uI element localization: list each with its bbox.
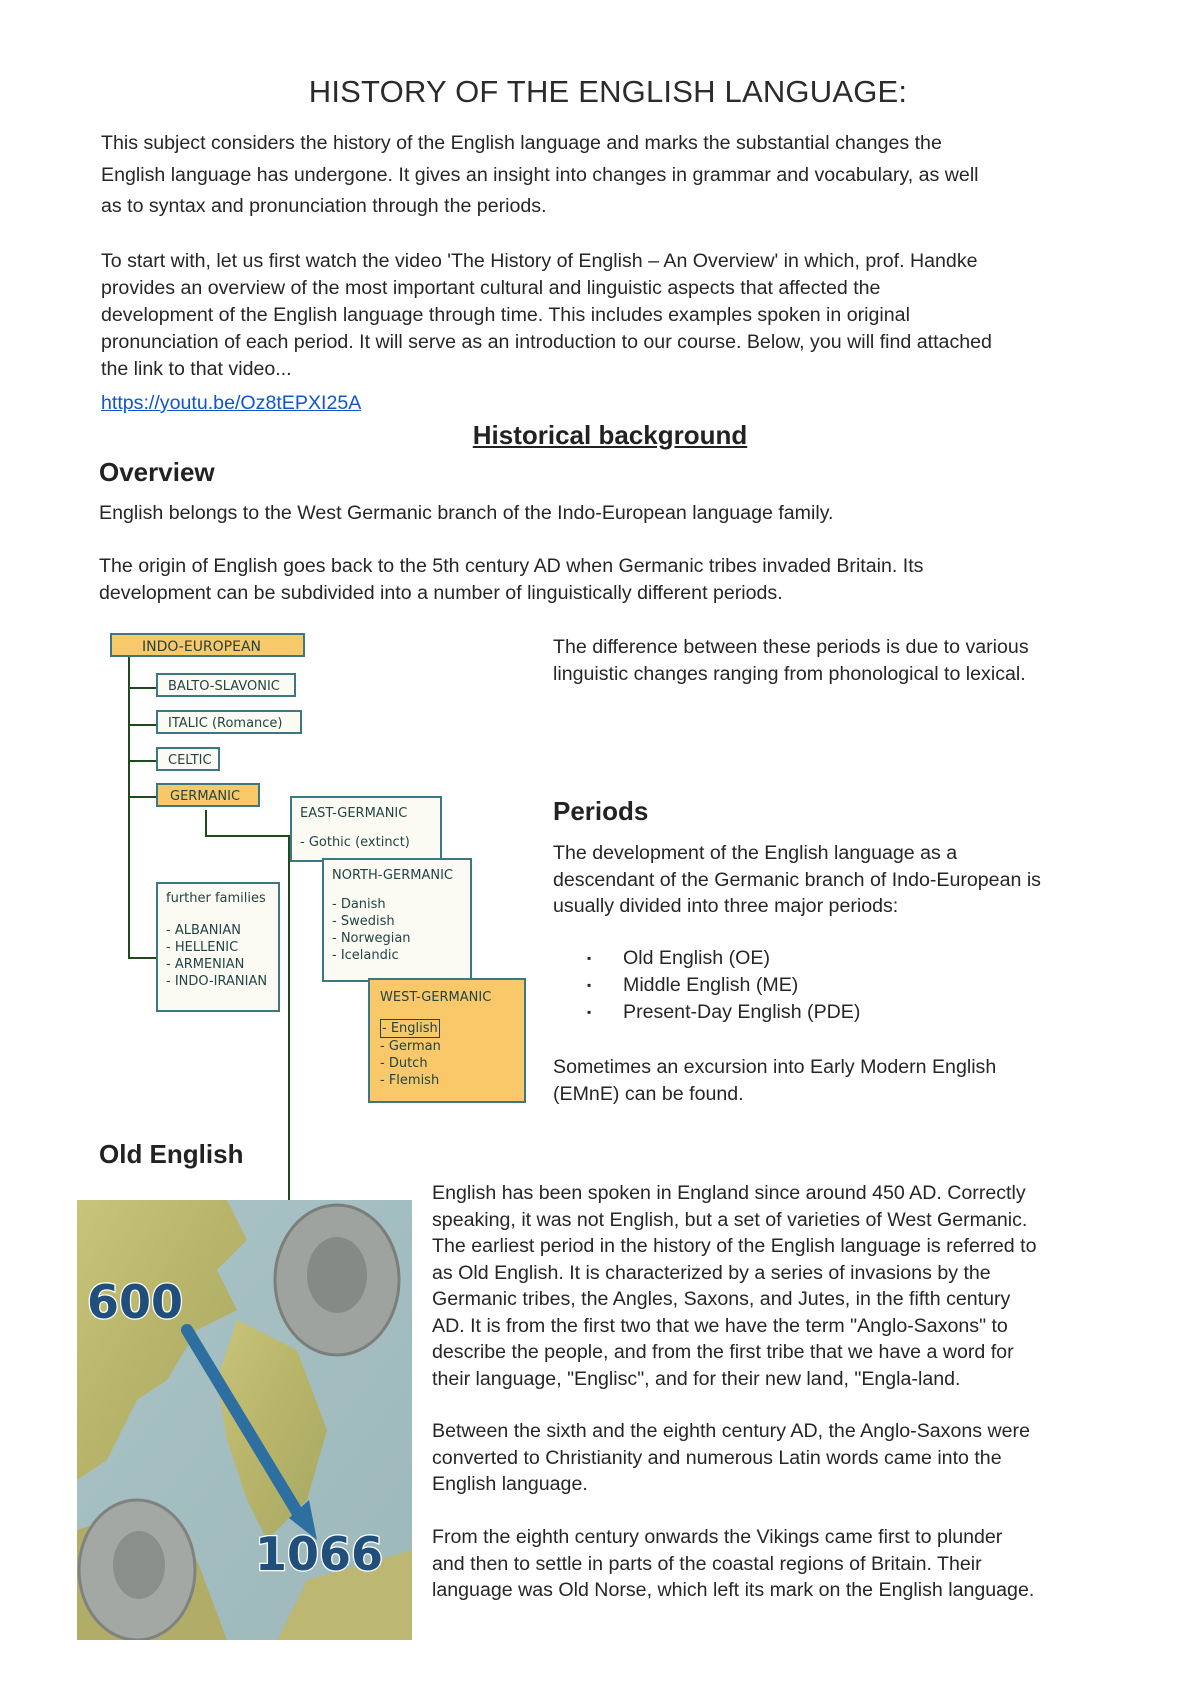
map-illustration bbox=[77, 1200, 412, 1640]
tree-node-title: EAST-GERMANIC bbox=[300, 806, 408, 821]
text-line: as to syntax and pronunciation through the periods. bbox=[101, 195, 547, 217]
historical-background-heading: Historical background bbox=[472, 420, 748, 450]
tree-item: - INDO-IRANIAN bbox=[166, 974, 268, 989]
tree-connector bbox=[128, 687, 156, 689]
anglo-saxon-map-image bbox=[77, 1200, 412, 1640]
tree-connector bbox=[205, 835, 291, 837]
difference-paragraph bbox=[553, 634, 1029, 687]
old-english-paragraph-3 bbox=[432, 1524, 1034, 1604]
old-english-heading: Old English bbox=[99, 1139, 244, 1169]
text-line: speaking, it was not English, but a set of varieties of West Germanic. bbox=[432, 1208, 1028, 1231]
tree-connector bbox=[128, 760, 156, 762]
tree-item: - Norwegian bbox=[332, 931, 411, 946]
text-line: describe the people, and from the first tribe that we have a word for bbox=[432, 1341, 1014, 1363]
tree-item: - Swedish bbox=[332, 914, 395, 929]
list-item: ▪ Present-Day English (PDE) bbox=[553, 999, 860, 1026]
tree-node-germanic: GERMANIC bbox=[156, 783, 260, 807]
tree-node-italic: ITALIC (Romance) bbox=[156, 710, 302, 734]
list-item: ▪ Middle English (ME) bbox=[553, 972, 860, 999]
text-line: English language has undergone. It gives an insight into changes in grammar and vocabulary, as well bbox=[101, 163, 979, 186]
tree-node-indo-european: INDO-EUROPEAN bbox=[110, 633, 305, 657]
periods-paragraph bbox=[553, 840, 1041, 920]
video-paragraph bbox=[101, 248, 992, 383]
emne-paragraph bbox=[553, 1054, 996, 1107]
tree-item: - ARMENIAN bbox=[166, 957, 245, 972]
tree-item: - German bbox=[380, 1039, 441, 1054]
tree-node-title: NORTH-GERMANIC bbox=[332, 868, 453, 883]
tree-connector bbox=[128, 957, 156, 959]
tree-node-east-germanic bbox=[290, 796, 442, 862]
text-line: the link to that video... bbox=[101, 358, 292, 380]
text-line: From the eighth century onwards the Vikings came first to plunder bbox=[432, 1526, 1003, 1548]
text-line: Germanic tribes, the Angles, Saxons, and Jutes, in the fifth century bbox=[432, 1288, 1011, 1310]
list-item: ▪ Old English (OE) bbox=[553, 945, 860, 972]
document-title: HISTORY OF THE ENGLISH LANGUAGE: bbox=[308, 74, 908, 109]
overview-paragraph-1: English belongs to the West Germanic branch of the Indo-European language family. bbox=[99, 502, 834, 524]
text-line: their language, "Englisc", and for their new land, "Engla-land. bbox=[432, 1367, 961, 1390]
text-line: and then to settle in parts of the coastal regions of Britain. Their bbox=[432, 1552, 982, 1575]
text-line: English language. bbox=[432, 1473, 588, 1495]
tree-item: - Gothic (extinct) bbox=[300, 835, 410, 850]
text-line: as Old English. It is characterized by a series of invasions by the bbox=[432, 1261, 991, 1284]
tree-item: - Flemish bbox=[380, 1073, 440, 1088]
tree-node-title: WEST-GERMANIC bbox=[380, 990, 492, 1005]
text-line: The earliest period in the history of the English language is referred to bbox=[432, 1235, 1037, 1257]
year-end-label: 1066 bbox=[255, 1527, 384, 1581]
text-line: development of the English language through time. This includes examples spoken in original bbox=[101, 304, 910, 326]
text-line: descendant of the Germanic branch of Indo-European is bbox=[553, 868, 1041, 891]
text-line: Sometimes an excursion into Early Modern English bbox=[553, 1056, 997, 1078]
tree-item-highlighted: - English bbox=[382, 1021, 438, 1036]
text-line: provides an overview of the most important cultural and linguistic aspects that affected the bbox=[101, 277, 881, 299]
year-start-label: 600 bbox=[87, 1275, 184, 1329]
tree-connector bbox=[128, 724, 156, 726]
tree-connector bbox=[205, 810, 207, 836]
text-line: The difference between these periods is due to various bbox=[553, 636, 1029, 658]
text-line: pronunciation of each period. It will serve as an introduction to our course. Below, you will find attached bbox=[101, 331, 992, 353]
tree-item: - Danish bbox=[332, 897, 386, 912]
overview-heading: Overview bbox=[99, 457, 215, 487]
text-line: converted to Christianity and numerous Latin words came into the bbox=[432, 1446, 1002, 1469]
text-line: usually divided into three major periods: bbox=[553, 895, 899, 917]
text-line: To start with, let us first watch the video 'The History of English – An Overview' in which, prof. Handke bbox=[101, 250, 978, 272]
text-line: (EMnE) can be found. bbox=[553, 1082, 744, 1105]
tree-node-north-germanic bbox=[322, 858, 472, 982]
text-line: AD. It is from the first two that we have the term "Anglo-Saxons" to bbox=[432, 1314, 1008, 1337]
overview-paragraph-2 bbox=[99, 553, 923, 607]
periods-list bbox=[553, 945, 860, 1026]
text-line: linguistic changes ranging from phonological to lexical. bbox=[553, 662, 1026, 685]
tree-node-west-germanic bbox=[368, 978, 526, 1103]
text-line: language was Old Norse, which left its mark on the English language. bbox=[432, 1579, 1035, 1601]
text-line: This subject considers the history of the English language and marks the substantial changes the bbox=[101, 132, 942, 154]
periods-heading: Periods bbox=[553, 796, 649, 826]
tree-node-further-families bbox=[156, 882, 280, 1012]
text-line: The origin of English goes back to the 5th century AD when Germanic tribes invaded Britain. Its bbox=[99, 555, 924, 577]
tree-connector bbox=[128, 650, 130, 958]
tree-connector bbox=[288, 835, 290, 1250]
tree-item: - HELLENIC bbox=[166, 940, 239, 955]
tree-node-celtic: CELTIC bbox=[156, 747, 220, 771]
text-line: English has been spoken in England since around 450 AD. Correctly bbox=[432, 1182, 1026, 1204]
tree-node-balto-slavonic: BALTO-SLAVONIC bbox=[156, 673, 296, 697]
tree-connector bbox=[128, 796, 156, 798]
old-english-paragraph-2 bbox=[432, 1418, 1030, 1498]
text-line: development can be subdivided into a number of linguistically different periods. bbox=[99, 582, 783, 604]
text-line: The development of the English language as a bbox=[553, 842, 958, 864]
old-english-paragraph-1 bbox=[432, 1180, 1037, 1392]
tree-item: - ALBANIAN bbox=[166, 923, 241, 938]
language-family-tree bbox=[100, 620, 530, 1105]
intro-paragraph bbox=[101, 128, 979, 223]
tree-node-title: further families bbox=[166, 891, 266, 906]
tree-item: - Dutch bbox=[380, 1056, 428, 1071]
video-link[interactable]: https://youtu.be/Oz8tEPXI25A bbox=[101, 392, 362, 414]
text-line: Between the sixth and the eighth century AD, the Anglo-Saxons were bbox=[432, 1420, 1030, 1442]
tree-item: - Icelandic bbox=[332, 948, 399, 963]
